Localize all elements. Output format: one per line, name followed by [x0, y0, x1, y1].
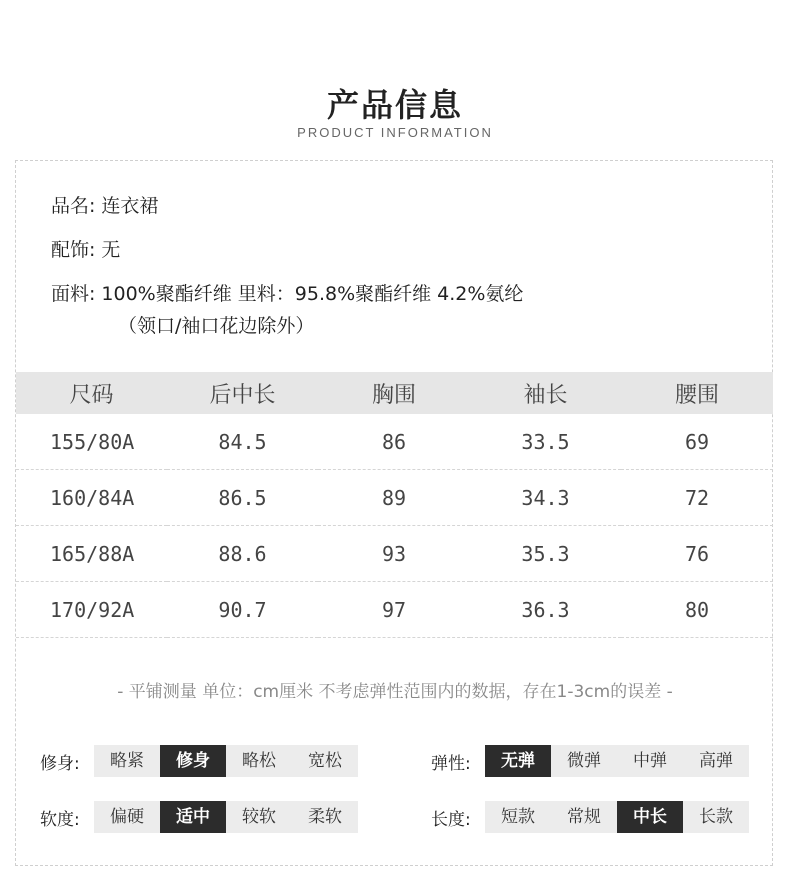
size-table-header-row	[16, 372, 773, 414]
table-row	[16, 526, 773, 582]
cell-back-length: 90.7	[167, 582, 318, 638]
elasticity-options	[485, 745, 749, 777]
softness-option[interactable]: 柔软	[308, 807, 342, 827]
fit-option[interactable]: 宽松	[308, 751, 342, 771]
cell-sleeve: 35.3	[470, 526, 621, 582]
cell-sleeve: 36.3	[470, 582, 621, 638]
softness-attribute	[40, 801, 358, 833]
cell-bust: 89	[318, 470, 470, 526]
length-options	[485, 801, 749, 833]
length-attribute	[431, 801, 749, 833]
size-table	[16, 372, 773, 638]
elasticity-option[interactable]: 微弹	[567, 751, 601, 771]
length-label: 长度:	[431, 809, 471, 830]
cell-size: 155/80A	[16, 414, 167, 470]
softness-option[interactable]: 适中	[160, 801, 226, 833]
fit-option[interactable]: 略紧	[110, 751, 144, 771]
cell-size: 160/84A	[16, 470, 167, 526]
length-option[interactable]: 常规	[567, 807, 601, 827]
fit-option[interactable]: 略松	[242, 751, 276, 771]
fit-attribute	[40, 745, 358, 777]
cell-sleeve: 34.3	[470, 470, 621, 526]
fit-options	[94, 745, 358, 777]
softness-label: 软度:	[40, 809, 80, 830]
header-waist: 腰围	[621, 372, 773, 414]
elasticity-option[interactable]: 中弹	[633, 751, 667, 771]
table-row	[16, 414, 773, 470]
header-bust: 胸围	[318, 372, 470, 414]
cell-waist: 80	[621, 582, 773, 638]
product-name-value: 连衣裙	[101, 195, 159, 217]
softness-options	[94, 801, 358, 833]
softness-option[interactable]: 较软	[242, 807, 276, 827]
cell-back-length: 86.5	[167, 470, 318, 526]
fit-label: 修身:	[40, 753, 80, 774]
product-name-label: 品名:	[51, 195, 96, 217]
fabric-label: 面料:	[51, 283, 96, 305]
header-sleeve: 袖长	[470, 372, 621, 414]
cell-size: 170/92A	[16, 582, 167, 638]
fabric-line	[51, 279, 523, 306]
cell-size: 165/88A	[16, 526, 167, 582]
length-option[interactable]: 中长	[617, 801, 683, 833]
accessory-value: 无	[101, 239, 121, 261]
product-name-line	[51, 191, 158, 218]
cell-waist: 76	[621, 526, 773, 582]
table-row	[16, 470, 773, 526]
fit-option[interactable]: 修身	[160, 745, 226, 777]
elasticity-option[interactable]: 无弹	[485, 745, 551, 777]
accessory-label: 配饰:	[51, 239, 96, 261]
cell-bust: 93	[318, 526, 470, 582]
cell-back-length: 88.6	[167, 526, 318, 582]
elasticity-option[interactable]: 高弹	[699, 751, 733, 771]
elasticity-label: 弹性:	[431, 753, 471, 774]
cell-bust: 86	[318, 414, 470, 470]
header-back-length: 后中长	[167, 372, 318, 414]
softness-option[interactable]: 偏硬	[110, 807, 144, 827]
length-option[interactable]: 长款	[699, 807, 733, 827]
elasticity-attribute	[431, 745, 749, 777]
accessory-line	[51, 235, 120, 262]
fabric-note: （领口/袖口花边除外）	[118, 315, 315, 337]
table-row	[16, 582, 773, 638]
cell-bust: 97	[318, 582, 470, 638]
cell-back-length: 84.5	[167, 414, 318, 470]
measurement-note: - 平铺测量 单位：cm厘米 不考虑弹性范围内的数据，存在1-3cm的误差 -	[117, 682, 673, 702]
fabric-value: 100%聚酯纤维 里料：95.8%聚酯纤维 4.2%氨纶	[101, 283, 524, 305]
header-size: 尺码	[16, 372, 167, 414]
cell-waist: 69	[621, 414, 773, 470]
page-title: 产品信息	[326, 86, 463, 124]
cell-waist: 72	[621, 470, 773, 526]
cell-sleeve: 33.5	[470, 414, 621, 470]
length-option[interactable]: 短款	[501, 807, 535, 827]
page-subtitle: PRODUCT INFORMATION	[297, 125, 493, 140]
